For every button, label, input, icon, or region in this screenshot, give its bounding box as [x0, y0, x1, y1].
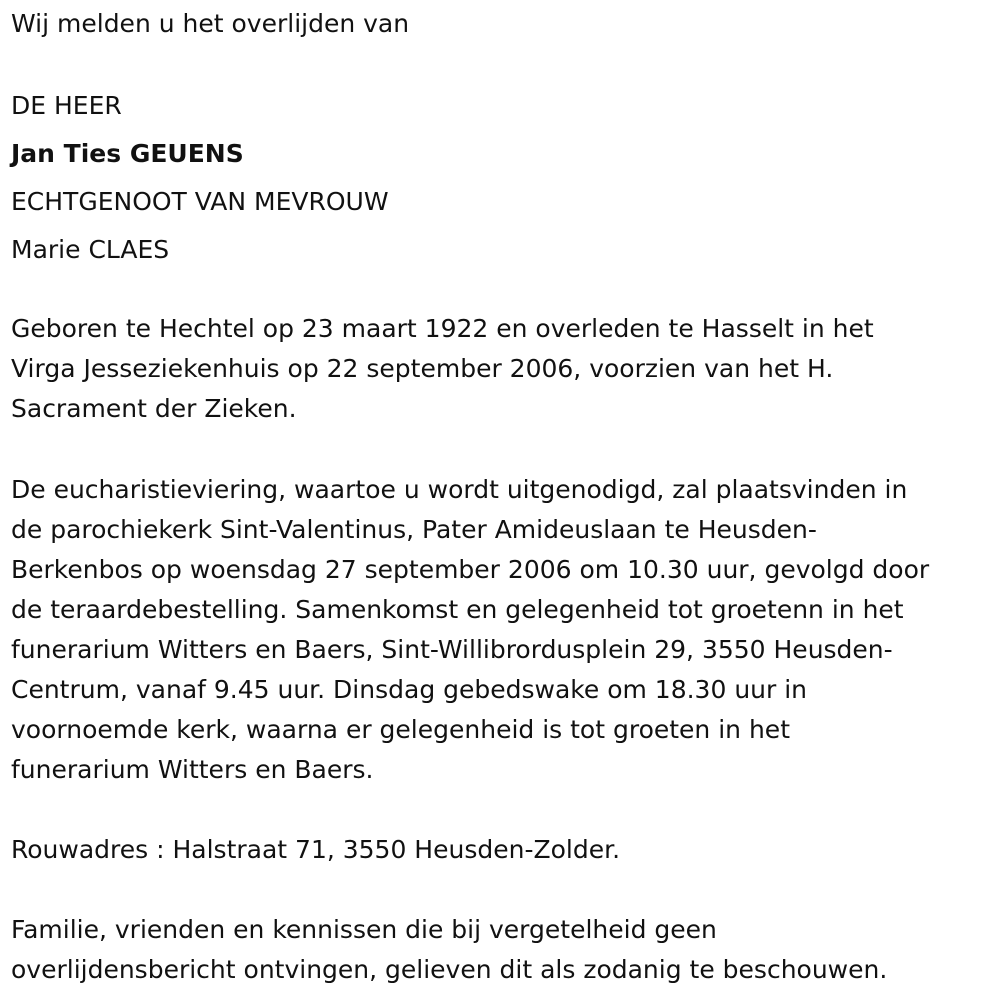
- paragraph-line: de teraardebestelling. Samenkomst en gelegenheid tot groetenn in het: [11, 595, 904, 624]
- spouse-label: ECHTGENOOT VAN MEVROUW: [11, 187, 389, 216]
- deceased-name: Jan Ties GEUENS: [11, 139, 244, 168]
- paragraph-line: Centrum, vanaf 9.45 uur. Dinsdag gebedswake om 18.30 uur in: [11, 675, 808, 704]
- paragraph-line: De eucharistieviering, waartoe u wordt uitgenodigd, zal plaatsvinden in: [11, 475, 908, 504]
- paragraph-line: Geboren te Hechtel op 23 maart 1922 en overleden te Hasselt in het: [11, 314, 874, 343]
- paragraph-line: Virga Jesseziekenhuis op 22 september 2006, voorzien van het H.: [11, 354, 834, 383]
- paragraph-line: Familie, vrienden en kennissen die bij vergetelheid geen: [11, 915, 717, 944]
- paragraph-line: de parochiekerk Sint-Valentinus, Pater Amideuslaan te Heusden-: [11, 515, 817, 544]
- paragraph-line: voornoemde kerk, waarna er gelegenheid is tot groeten in het: [11, 715, 790, 744]
- paragraph-line: funerarium Witters en Baers, Sint-Willibrordusplein 29, 3550 Heusden-: [11, 635, 893, 664]
- paragraph-line: funerarium Witters en Baers.: [11, 755, 374, 784]
- title-text: DE HEER: [11, 91, 122, 120]
- spouse-name: Marie CLAES: [11, 235, 170, 264]
- mourning-address: Rouwadres : Halstraat 71, 3550 Heusden-Zolder.: [11, 835, 621, 864]
- paragraph-line: Berkenbos op woensdag 27 september 2006 om 10.30 uur, gevolgd door: [11, 555, 930, 584]
- paragraph-line: Sacrament der Zieken.: [11, 394, 297, 423]
- intro-text: Wij melden u het overlijden van: [11, 9, 410, 38]
- paragraph-line: overlijdensbericht ontvingen, gelieven dit als zodanig te beschouwen.: [11, 955, 888, 984]
